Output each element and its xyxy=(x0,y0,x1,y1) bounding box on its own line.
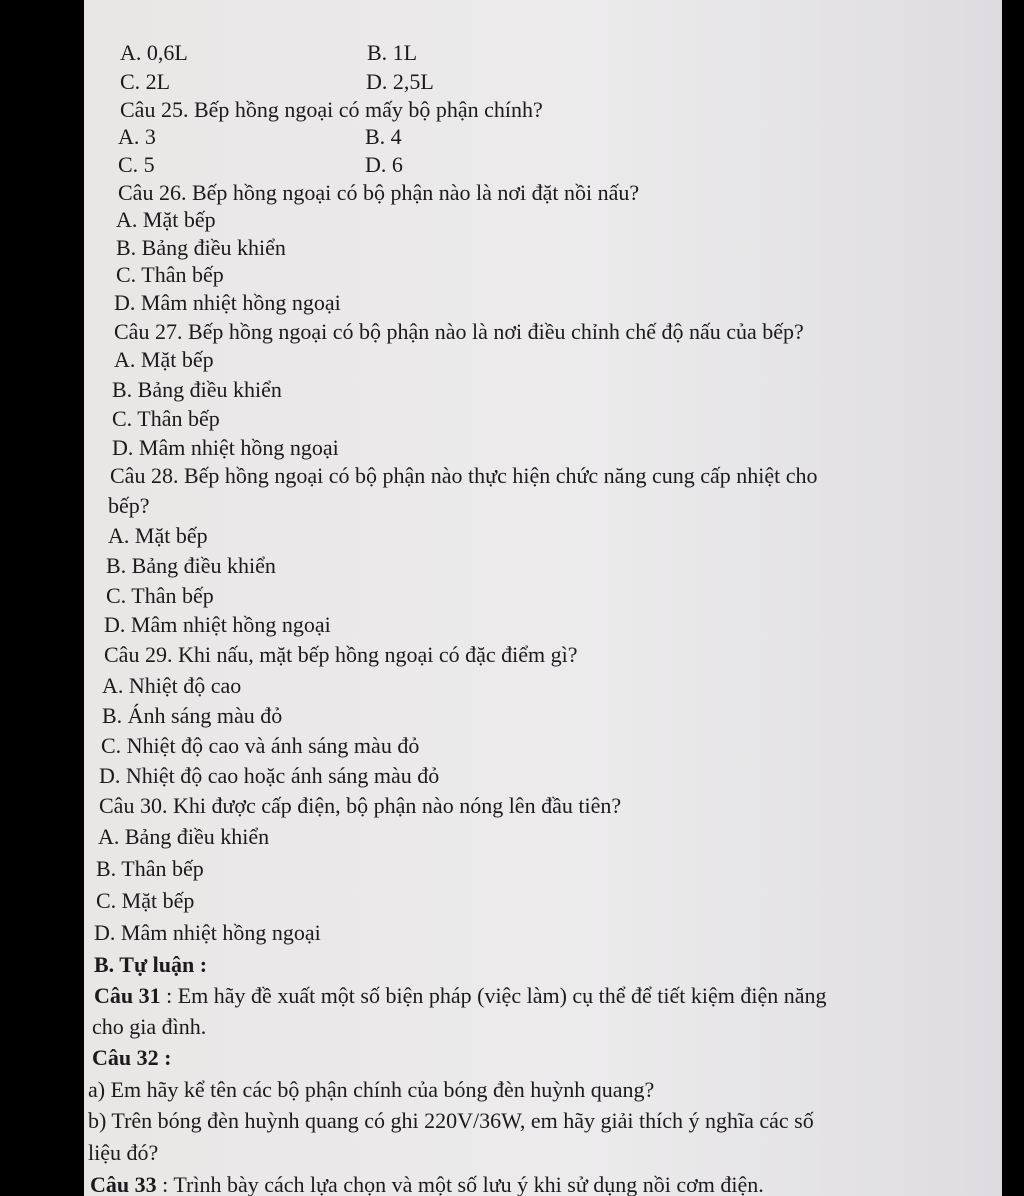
q24-option-d: D. 2,5L xyxy=(366,69,434,94)
q28-option-b: B. Bảng điều khiển xyxy=(106,553,276,578)
q30-option-d: D. Mâm nhiệt hồng ngoại xyxy=(94,920,321,945)
q31-text: : Em hãy đề xuất một số biện pháp (việc làm) cụ thể để tiết kiệm điện năng xyxy=(160,983,827,1008)
q28-option-c: C. Thân bếp xyxy=(106,583,214,608)
q30-option-b: B. Thân bếp xyxy=(96,856,204,881)
q26-option-d: D. Mâm nhiệt hồng ngoại xyxy=(114,290,341,315)
q27-option-b: B. Bảng điều khiển xyxy=(112,377,282,402)
q29-option-b: B. Ánh sáng màu đỏ xyxy=(102,703,283,728)
q32-label: Câu 32 : xyxy=(92,1045,172,1070)
q31-label: Câu 31 xyxy=(94,983,161,1008)
q25-option-c: C. 5 xyxy=(118,152,155,177)
q31-line2: cho gia đình. xyxy=(92,1014,207,1039)
q27-question: Câu 27. Bếp hồng ngoại có bộ phận nào là nơi điều chỉnh chế độ nấu của bếp? xyxy=(114,319,804,344)
q33-text: : Trình bày cách lựa chọn và một số lưu ý khi sử dụng nồi cơm điện. xyxy=(156,1172,764,1196)
q30-option-c: C. Mặt bếp xyxy=(96,888,195,913)
q25-option-b: B. 4 xyxy=(365,124,402,149)
q29-option-c: C. Nhiệt độ cao và ánh sáng màu đỏ xyxy=(101,733,420,758)
q29-question: Câu 29. Khi nấu, mặt bếp hồng ngoại có đặc điểm gì? xyxy=(104,642,578,667)
q32a: a) Em hãy kể tên các bộ phận chính của bóng đèn huỳnh quang? xyxy=(88,1077,655,1102)
q31-line1 xyxy=(94,983,827,1009)
q28-option-a: A. Mặt bếp xyxy=(108,523,208,548)
q30-option-a: A. Bảng điều khiển xyxy=(98,824,270,849)
q25-option-a: A. 3 xyxy=(118,124,156,149)
q24-option-c: C. 2L xyxy=(120,69,171,94)
exam-paper xyxy=(84,0,1002,1196)
q29-option-a: A. Nhiệt độ cao xyxy=(102,673,242,698)
q25-question: Câu 25. Bếp hồng ngoại có mấy bộ phận chính? xyxy=(120,97,543,122)
q30-question: Câu 30. Khi được cấp điện, bộ phận nào nóng lên đầu tiên? xyxy=(99,793,622,818)
q26-option-b: B. Bảng điều khiển xyxy=(116,235,286,260)
q27-option-c: C. Thân bếp xyxy=(112,406,220,431)
q29-option-d: D. Nhiệt độ cao hoặc ánh sáng màu đỏ xyxy=(99,763,440,788)
q32b-line2: liệu đó? xyxy=(88,1140,159,1165)
q24-option-a: A. 0,6L xyxy=(120,40,188,65)
q33-label: Câu 33 xyxy=(90,1172,157,1196)
q28-option-d: D. Mâm nhiệt hồng ngoại xyxy=(104,612,331,637)
q26-option-a: A. Mặt bếp xyxy=(116,207,216,232)
q33-line xyxy=(90,1172,764,1196)
q25-option-d: D. 6 xyxy=(365,152,403,177)
q27-option-d: D. Mâm nhiệt hồng ngoại xyxy=(112,435,339,460)
q28-question-line2: bếp? xyxy=(108,493,150,518)
q32b-line1: b) Trên bóng đèn huỳnh quang có ghi 220V/36W, em hãy giải thích ý nghĩa các số xyxy=(88,1108,814,1133)
q28-question-line1: Câu 28. Bếp hồng ngoại có bộ phận nào thực hiện chức năng cung cấp nhiệt cho xyxy=(110,463,818,488)
essay-heading: B. Tự luận : xyxy=(94,952,208,977)
q26-option-c: C. Thân bếp xyxy=(116,262,224,287)
q24-option-b: B. 1L xyxy=(367,40,418,65)
q27-option-a: A. Mặt bếp xyxy=(114,347,214,372)
q26-question: Câu 26. Bếp hồng ngoại có bộ phận nào là nơi đặt nồi nấu? xyxy=(118,180,640,205)
